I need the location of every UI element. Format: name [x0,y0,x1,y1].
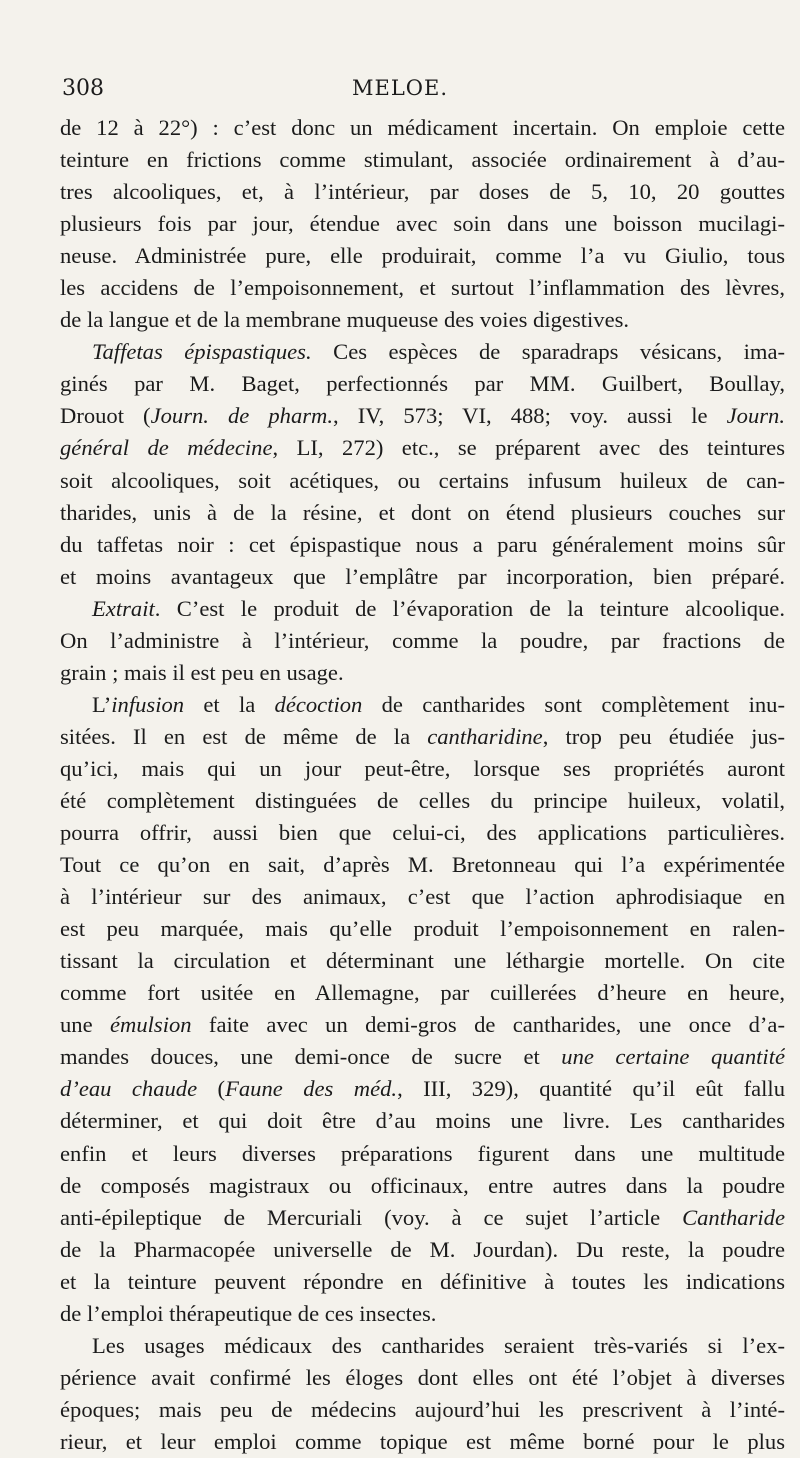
italic-text: d’eau chaude [60,1076,198,1102]
running-title: MELOE. [352,76,448,100]
text-line: de 12 à 22°) : c’est donc un médicament incertain. On emploie cette [60,115,785,140]
text-line: du taffetas noir : cet épispastique nous a paru généralement moins sûr [60,531,785,557]
text-segment: ( [197,1076,226,1102]
text-segment: une [60,1012,110,1038]
text-segment: L’ [92,691,112,717]
text-segment: , IV, 573; VI, 488; voy. aussi le [333,403,727,429]
page-header [62,76,738,110]
italic-text: décoction [274,691,363,717]
text-line: de l’emploi thérapeutique de ces insectes. [60,1300,437,1326]
text-line: pourra offrir, aussi bien que celui-ci, des applications particulières. [60,820,785,846]
text-line: Tout ce qu’on en sait, d’après M. Bretonneau qui l’a expérimentée [60,852,785,878]
text-line [60,1009,785,1041]
text-line: rieur, et leur emploi comme topique est même borné pour le plus [60,1428,785,1454]
text-line: qu’ici, mais qui un jour peut-être, lorsque ses propriétés auront [60,755,785,781]
text-segment: et la [184,691,275,717]
text-line: Les usages médicaux des cantharides seraient très-variés si l’ex- [92,1332,785,1358]
text-line: de la Pharmacopée universelle de M. Jourdan). Du reste, la poudre [60,1236,785,1262]
text-line [60,400,785,432]
text-line [60,336,785,368]
text-line: est peu marquée, mais qu’elle produit l’empoisonnement en ralen- [60,916,785,942]
text-segment: Ces espèces de sparadraps vésicans, ima- [311,339,785,365]
italic-text: une certaine quantité [561,1044,785,1070]
text-line: teinture en frictions comme stimulant, associée ordinairement à d’au- [60,147,785,173]
text-line: périence avait confirmé les éloges dont elles ont été l’objet à diverses [60,1364,785,1390]
text-line: neuse. Administrée pure, elle produirait, comme l’a vu Giulio, tous [60,243,785,269]
italic-text: Journ. de pharm. [150,403,334,429]
text-segment: , III, 329), quantité qu’il eût fallu [397,1076,785,1102]
text-segment: anti-épileptique de Mercuriali (voy. à ce sujet l’article [60,1204,683,1230]
italic-text: Faune des méd. [225,1076,398,1102]
text-line: plusieurs fois par jour, étendue avec soin dans une boisson mucilagi- [60,211,785,237]
text-line [60,689,785,721]
text-line: de la langue et de la membrane muqueuse des voies digestives. [60,307,630,333]
italic-text: infusion [111,691,185,717]
text-line: tharides, unis à de la résine, et dont on étend plusieurs couches sur [60,499,785,525]
text-segment: . C’est le produit de l’évaporation de la teinture alcoolique. [154,595,785,621]
italic-text: Journ. [726,403,785,429]
text-line: soit alcooliques, soit acétiques, ou certains infusum huileux de can- [60,467,785,493]
text-line [60,593,785,625]
text-line [60,1073,785,1105]
page-number: 308 [62,76,104,101]
text-segment: de cantharides sont complètement inu- [362,691,785,717]
text-line: époques; mais peu de médecins aujourd’hui les prescrivent à l’inté- [60,1396,785,1422]
text-line: de composés magistraux ou officinaux, entre autres dans la poudre [60,1172,785,1198]
text-line: tres alcooliques, et, à l’intérieur, par doses de 5, 10, 20 gouttes [60,179,785,205]
italic-text: cantharidine [427,723,543,749]
text-segment: faite avec un demi-gros de cantharides, une once d’a- [191,1012,785,1038]
text-line: ginés par M. Baget, perfectionnés par MM. Guilbert, Boullay, [60,371,785,397]
italic-text: général de médecine [60,435,273,461]
italic-text: émulsion [109,1012,192,1038]
italic-text: Taffetas épispastiques. [92,339,312,365]
text-line: comme fort usitée en Allemagne, par cuillerées d’heure en heure, [60,980,785,1006]
text-line [60,721,785,753]
italic-text: Cantharide [682,1204,785,1230]
text-line: à l’intérieur sur des animaux, c’est que l’action aphrodisiaque en [60,884,785,910]
text-segment: Drouot ( [60,403,151,429]
text-line: et la teinture peuvent répondre en définitive à toutes les indications [60,1268,785,1294]
text-line: On l’administre à l’intérieur, comme la poudre, par fractions de [60,627,785,653]
text-line: les accidens de l’empoisonnement, et surtout l’inflammation des lèvres, [60,275,785,301]
text-segment: , LI, 272) etc., se préparent avec des teintures [272,435,785,461]
text-segment: , trop peu étudiée jus- [542,723,785,749]
text-line: déterminer, et qui doit être d’au moins une livre. Les cantharides [60,1108,785,1134]
text-line: grain ; mais il est peu en usage. [60,659,344,685]
text-line: enfin et leurs diverses préparations figurent dans une multitude [60,1140,785,1166]
text-line: et moins avantageux que l’emplâtre par incorporation, bien préparé. [60,563,785,589]
text-line: tissant la circulation et déterminant une léthargie mortelle. On cite [60,948,785,974]
body-text [60,112,785,1458]
text-line [60,1041,785,1073]
text-segment: mandes douces, une demi-once de sucre et [60,1044,562,1070]
text-line: été complètement distinguées de celles du principe huileux, volatil, [60,787,785,813]
text-segment: sitées. Il en est de même de la [60,723,428,749]
text-line [60,432,785,464]
italic-text: Extrait [92,595,155,621]
text-line [60,1202,785,1234]
